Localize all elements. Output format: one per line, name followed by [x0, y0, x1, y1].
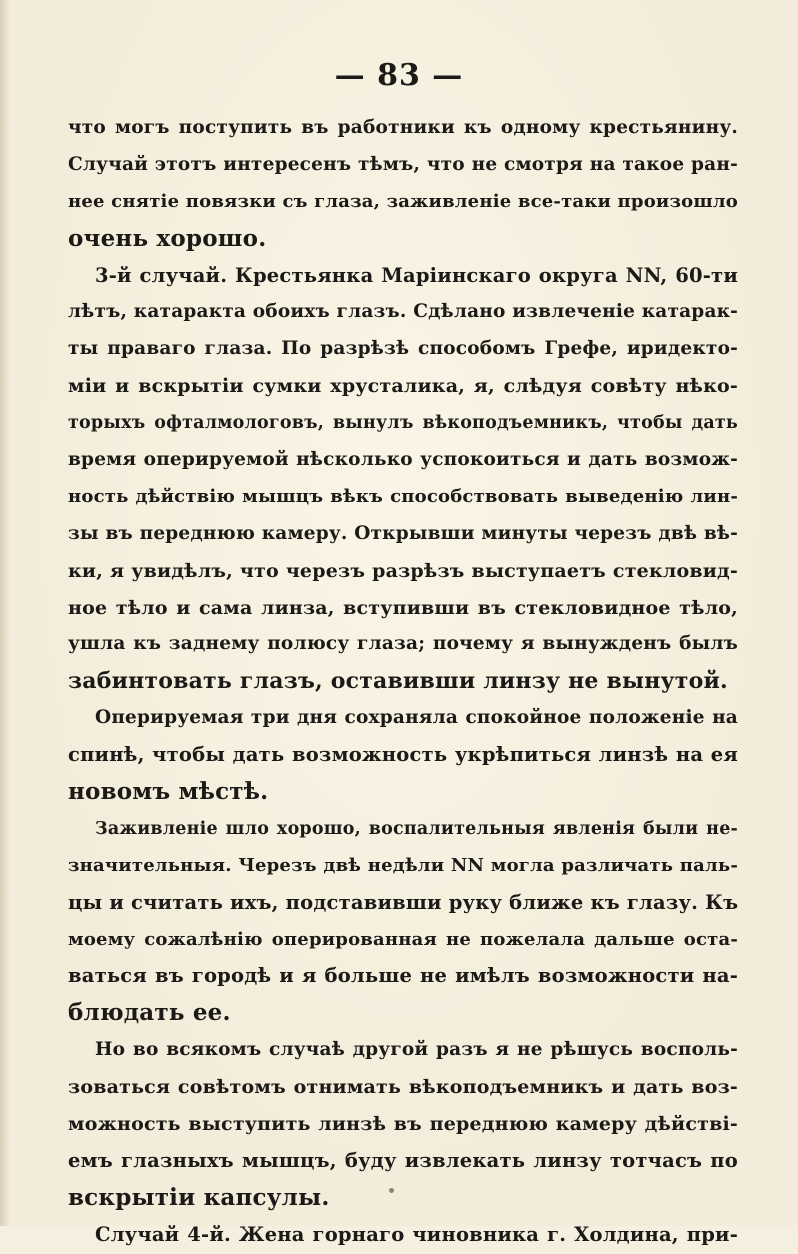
print-speck [389, 1188, 394, 1193]
text-line: Случай этотъ интересенъ тѣмъ, что не смотря на такое ран- [68, 153, 738, 175]
text-line: нее снятіе повязки съ глаза, заживленіе все-таки произошло [68, 190, 738, 212]
text-line: значительныя. Черезъ двѣ недѣли NN могла различать паль- [68, 854, 738, 876]
text-line: цы и считать ихъ, подставивши руку ближе къ глазу. Къ [68, 890, 739, 914]
text-line: ваться въ городѣ и я больше не имѣлъ возможности на- [68, 964, 738, 988]
text-line: ность дѣйствію мышцъ вѣкъ способствовать выведенію лин- [68, 485, 738, 507]
text-line: Но во всякомъ случаѣ другой разъ я не рѣшусь восполь- [95, 1039, 738, 1061]
page-edge-shadow [0, 0, 10, 1226]
text-line: спинѣ, чтобы дать возможность укрѣпиться линзѣ на ея [68, 743, 738, 767]
text-line: ты праваго глаза. По разрѣзѣ способомъ Грефе, иридекто- [68, 338, 738, 360]
text-line: очень хорошо. [68, 224, 267, 252]
text-line: зы въ переднюю камеру. Открывши минуты черезъ двѣ вѣ- [68, 522, 738, 544]
text-line: Оперируемая три дня сохраняла спокойное положеніе на [95, 707, 738, 729]
text-line: новомъ мѣстѣ. [68, 778, 269, 806]
text-line: можность выступить линзѣ въ переднюю камеру дѣйстві- [68, 1113, 738, 1136]
body-text [68, 110, 738, 1254]
text-line: торыхъ офталмологовъ, вынулъ вѣкоподъемникъ, чтобы дать [68, 413, 738, 434]
text-line: забинтовать глазъ, оставивши линзу не вынутой. [68, 668, 728, 695]
text-line: моему сожалѣнію оперированная не пожелала дальше оста- [68, 928, 738, 950]
page-number: — 83 — [334, 58, 464, 93]
text-line: время оперируемой нѣсколько успокоиться и дать возмож- [68, 449, 738, 471]
text-line: Заживленіе шло хорошо, воспалительныя явленія были не- [95, 818, 738, 839]
text-line: Случай 4-й. Жена горнаго чиновника г. Холдина, при- [95, 1222, 738, 1246]
text-line: міи и вскрытіи сумки хрусталика, я, слѣдуя совѣту нѣко- [68, 375, 738, 398]
text-line: емъ глазныхъ мышцъ, буду извлекать линзу тотчасъ по [68, 1148, 738, 1172]
text-line: ки, я увидѣлъ, что черезъ разрѣзъ выступаетъ стекловид- [68, 559, 738, 582]
text-line: что могъ поступить въ работники къ одному крестьянину. [68, 117, 738, 138]
text-line: вскрытіи капсулы. [68, 1183, 330, 1211]
text-line: ушла къ заднему полюсу глаза; почему я вынужденъ былъ [68, 633, 738, 655]
text-line: зоваться совѣтомъ отнимать вѣкоподъемникъ и дать воз- [68, 1076, 738, 1099]
text-line: 3-й случай. Крестьянка Маріинскаго округа NN, 60-ти [95, 263, 738, 287]
text-line: блюдать ее. [68, 999, 231, 1027]
text-line: ное тѣло и сама линза, вступивши въ стекловидное тѣло, [68, 596, 738, 619]
text-line: лѣтъ, катаракта обоихъ глазъ. Сдѣлано извлеченіе катарак- [68, 301, 739, 323]
